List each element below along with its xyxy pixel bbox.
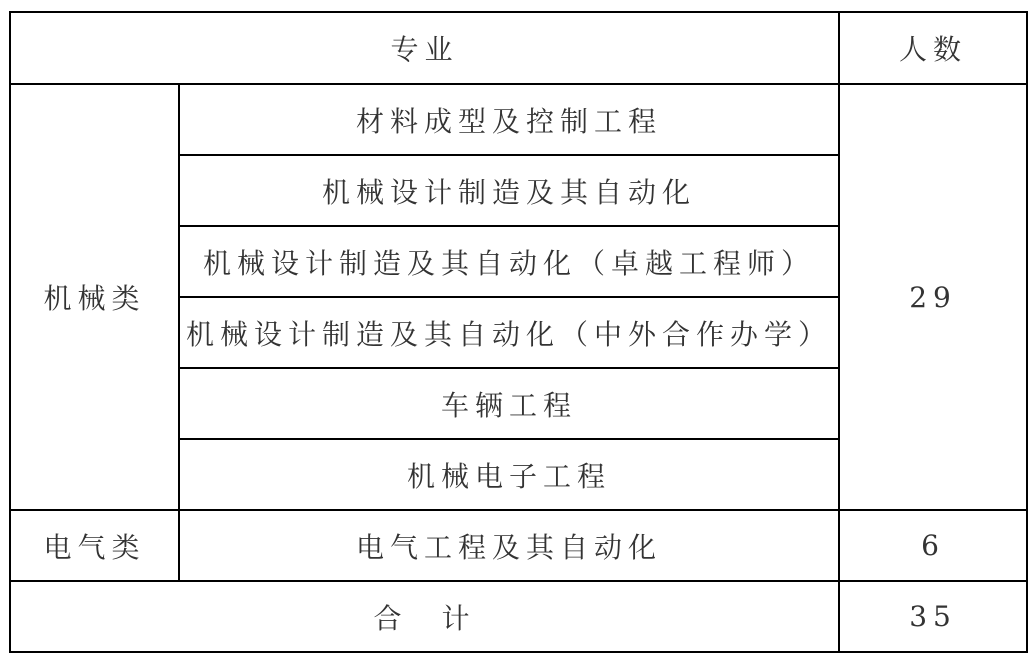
major-cell: 电气工程及其自动化 [179, 510, 839, 581]
table-header-row [10, 12, 1027, 84]
category-cell-electrical: 电气类 [10, 510, 179, 581]
header-major-cell: 专业 [10, 12, 839, 84]
table-row [10, 510, 1027, 581]
total-count-cell: 35 [839, 581, 1027, 652]
total-label-cell: 合 计 [10, 581, 839, 652]
major-cell: 机械设计制造及其自动化（卓越工程师） [179, 226, 839, 297]
major-cell: 车辆工程 [179, 368, 839, 439]
major-cell: 机械电子工程 [179, 439, 839, 510]
count-cell-mechanical: 29 [839, 84, 1027, 510]
major-cell: 机械设计制造及其自动化（中外合作办学） [179, 297, 839, 368]
major-cell: 机械设计制造及其自动化 [179, 155, 839, 226]
header-count-cell: 人数 [839, 12, 1027, 84]
count-cell-electrical: 6 [839, 510, 1027, 581]
majors-table [9, 11, 1028, 653]
table-row [10, 84, 1027, 155]
total-row [10, 581, 1027, 652]
category-cell-mechanical: 机械类 [10, 84, 179, 510]
major-cell: 材料成型及控制工程 [179, 84, 839, 155]
